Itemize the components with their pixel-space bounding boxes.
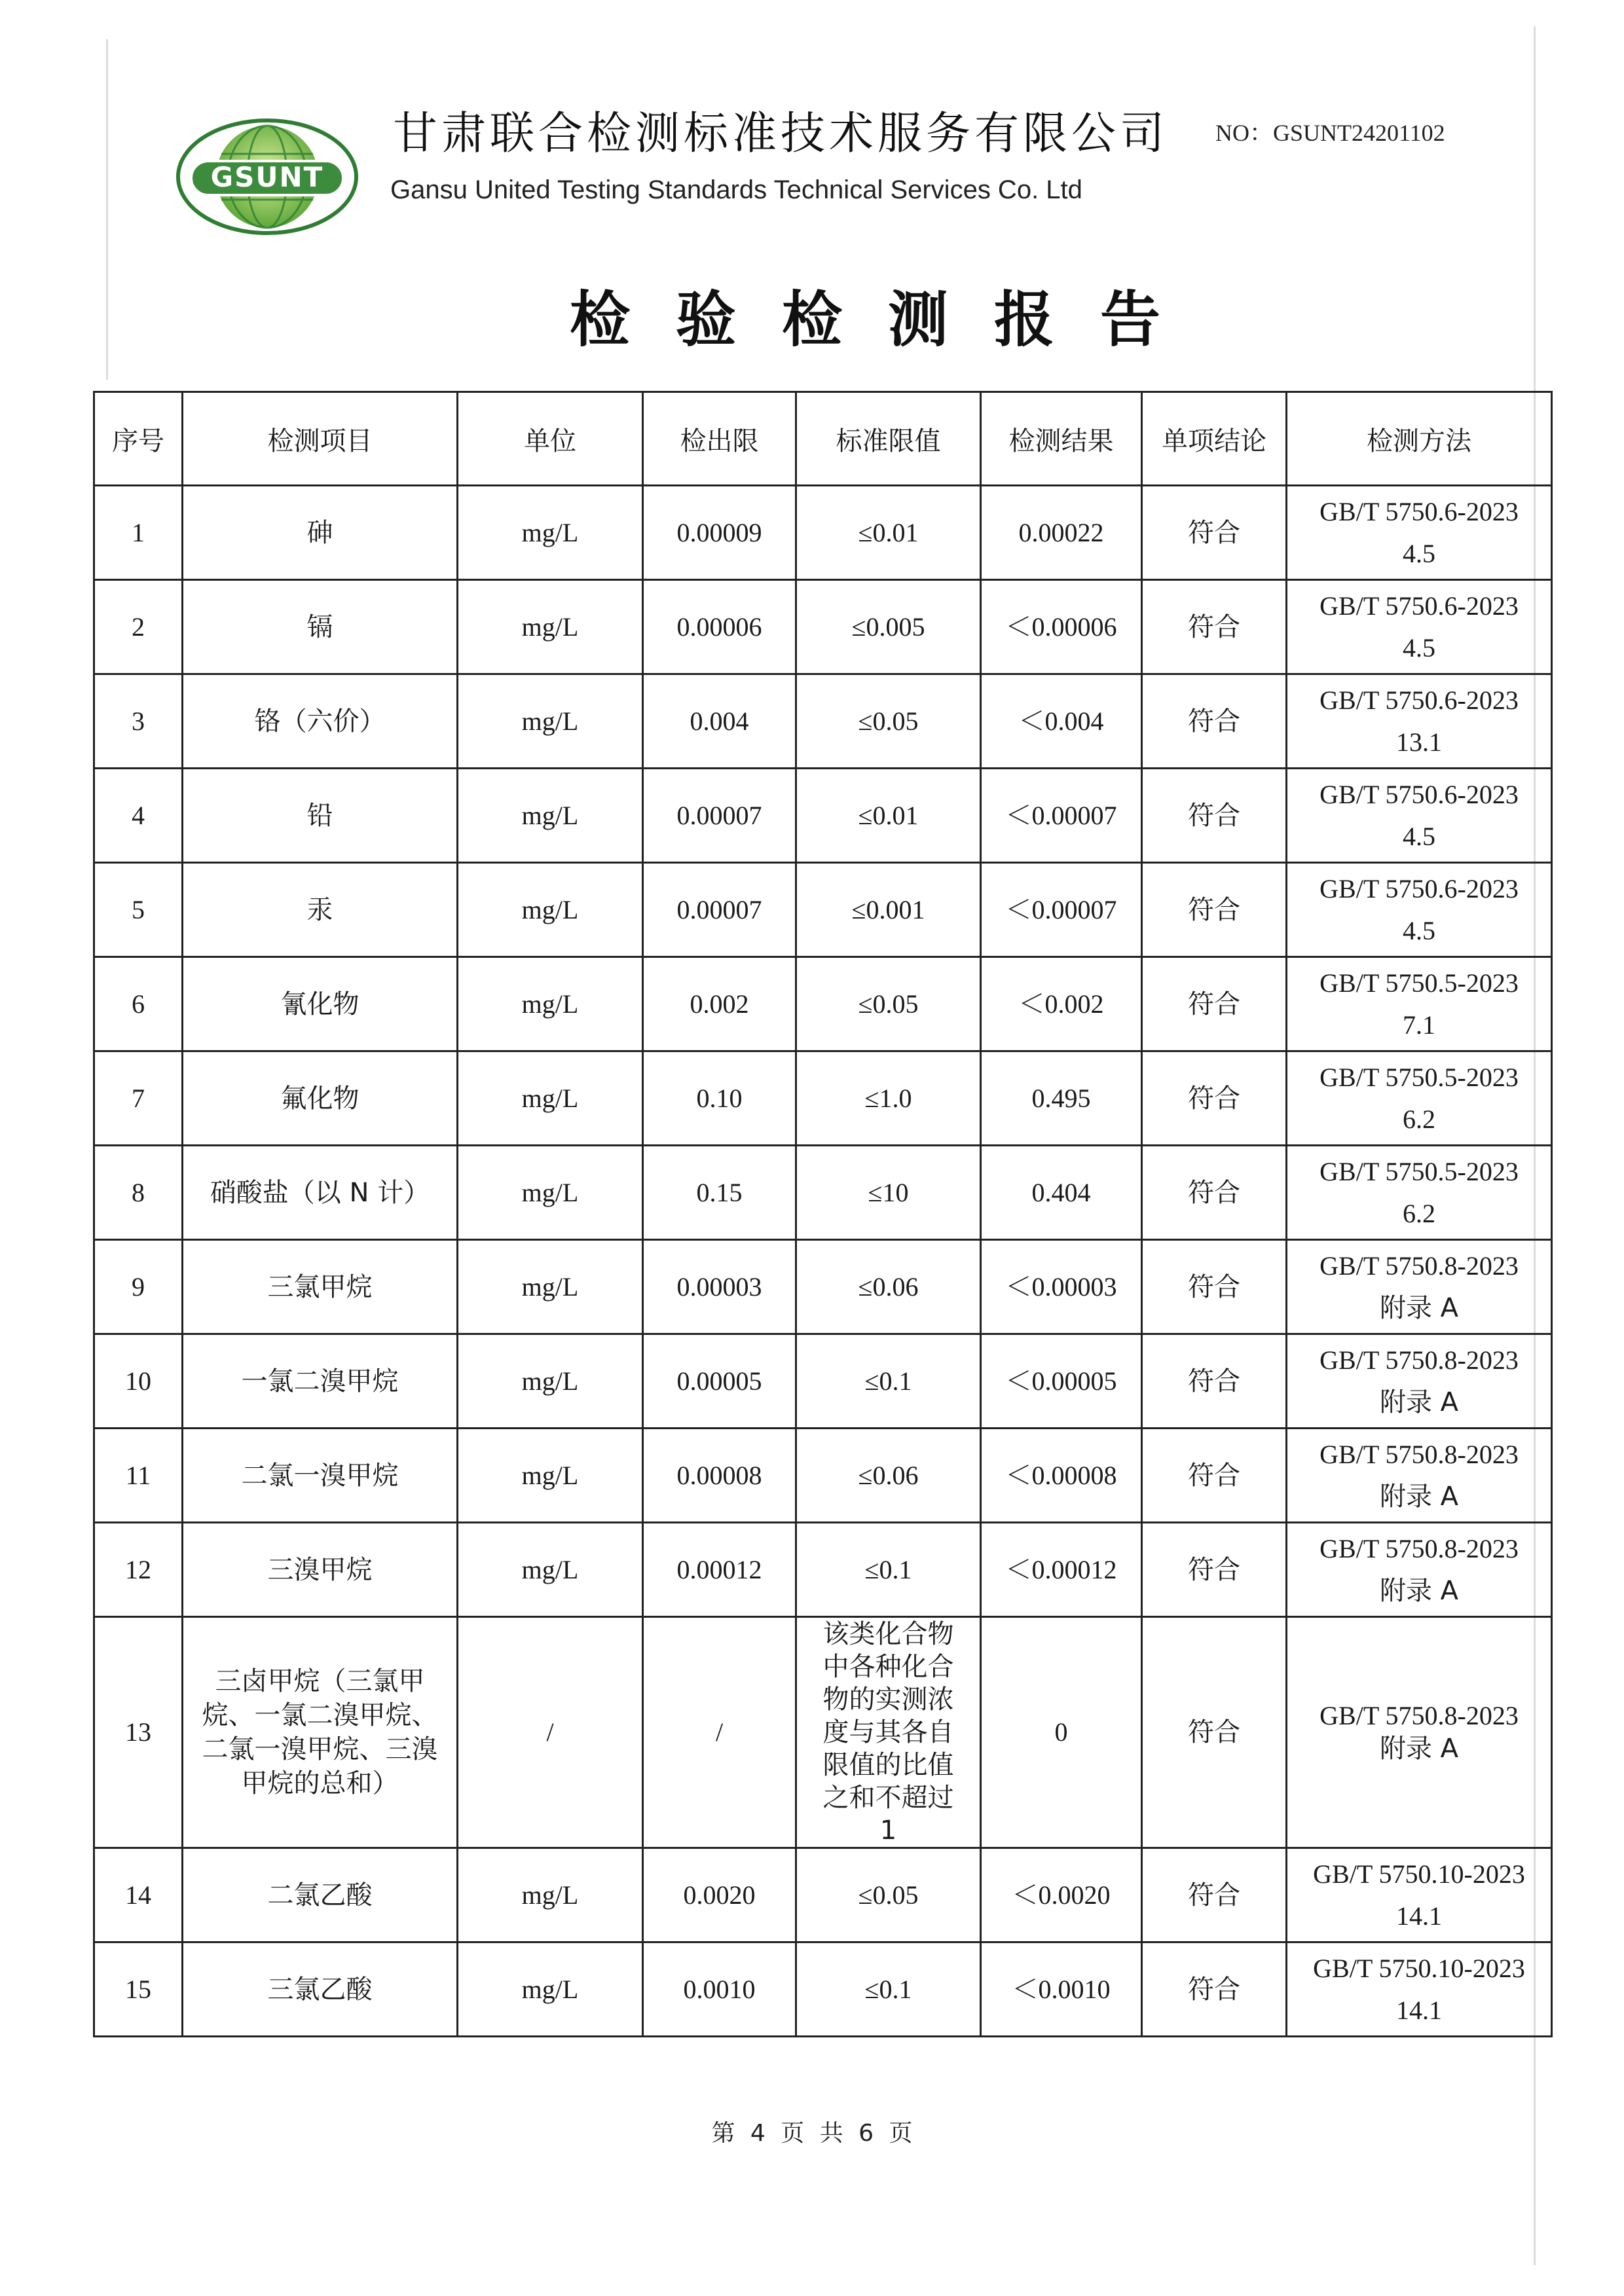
cell-limit: ≤0.1	[796, 1523, 981, 1617]
cell-unit: mg/L	[458, 1429, 643, 1523]
method-standard: GB/T 5750.10-2023	[1313, 1859, 1525, 1889]
cell-lod: 0.0020	[643, 1848, 796, 1942]
col-header-conclusion: 单项结论	[1142, 392, 1287, 486]
table-row	[94, 1617, 1552, 1848]
cell-result: ＜0.0010	[981, 1942, 1142, 2037]
cell-limit	[796, 1617, 981, 1848]
cell-limit: ≤10	[796, 1146, 981, 1240]
table-row	[94, 580, 1552, 674]
cell-result: ＜0.00007	[981, 863, 1142, 957]
cell-no: 4	[94, 769, 183, 863]
cell-lod: 0.002	[643, 957, 796, 1051]
cell-result: 0	[981, 1617, 1142, 1848]
cell-unit: mg/L	[458, 1334, 643, 1429]
cell-limit: ≤0.05	[796, 957, 981, 1051]
method-standard: GB/T 5750.5-2023	[1320, 1156, 1519, 1186]
cell-method	[1287, 580, 1552, 674]
method-standard: GB/T 5750.8-2023	[1320, 1533, 1519, 1563]
cell-result: ＜0.002	[981, 957, 1142, 1051]
cell-result: ＜0.00006	[981, 580, 1142, 674]
cell-method	[1287, 863, 1552, 957]
cell-limit: ≤0.1	[796, 1942, 981, 2037]
cell-method	[1287, 1942, 1552, 2037]
cell-result: ＜0.00007	[981, 769, 1142, 863]
cell-unit: mg/L	[458, 957, 643, 1051]
table-row	[94, 1429, 1552, 1523]
cell-item: 砷	[183, 486, 458, 580]
cell-result: ＜0.00008	[981, 1429, 1142, 1523]
cell-limit: ≤0.06	[796, 1240, 981, 1334]
cell-result: ＜0.00003	[981, 1240, 1142, 1334]
table-row	[94, 1848, 1552, 1942]
cell-limit: ≤0.06	[796, 1429, 981, 1523]
cell-unit: mg/L	[458, 1146, 643, 1240]
scan-edge-left	[106, 39, 108, 380]
cell-method	[1287, 1240, 1552, 1334]
cell-item: 铬（六价）	[183, 674, 458, 769]
cell-unit: /	[458, 1617, 643, 1848]
company-name-en: Gansu United Testing Standards Technical Services Co. Ltd	[390, 175, 1082, 204]
method-clause: 7.1	[1403, 1010, 1435, 1040]
col-header-no: 序号	[94, 392, 183, 486]
cell-lod: 0.0010	[643, 1942, 796, 2037]
cell-result: 0.495	[981, 1051, 1142, 1146]
cell-conclusion: 符合	[1142, 1617, 1287, 1848]
method-standard: GB/T 5750.6-2023	[1320, 591, 1519, 621]
method-standard: GB/T 5750.5-2023	[1320, 1062, 1519, 1092]
cell-no: 5	[94, 863, 183, 957]
cell-unit: mg/L	[458, 769, 643, 863]
cell-unit: mg/L	[458, 486, 643, 580]
company-logo	[175, 118, 359, 236]
cell-lod: 0.00003	[643, 1240, 796, 1334]
col-header-lod: 检出限	[643, 392, 796, 486]
method-clause: 13.1	[1396, 727, 1442, 757]
cell-unit: mg/L	[458, 1051, 643, 1146]
cell-lod: 0.15	[643, 1146, 796, 1240]
table-row	[94, 486, 1552, 580]
cell-conclusion: 符合	[1142, 1523, 1287, 1617]
cell-result: ＜0.00012	[981, 1523, 1142, 1617]
cell-method	[1287, 1617, 1552, 1848]
cell-limit: ≤0.01	[796, 769, 981, 863]
cell-lod: 0.00007	[643, 863, 796, 957]
cell-no: 11	[94, 1429, 183, 1523]
col-header-method: 检测方法	[1287, 392, 1552, 486]
cell-conclusion: 符合	[1142, 1848, 1287, 1942]
cell-unit: mg/L	[458, 863, 643, 957]
method-standard: GB/T 5750.10-2023	[1313, 1953, 1525, 1983]
cell-item: 硝酸盐（以 N 计）	[183, 1146, 458, 1240]
cell-no: 8	[94, 1146, 183, 1240]
cell-item-text: 三卤甲烷（三氯甲烷、一氯二溴甲烷、二氯一溴甲烷、三溴甲烷的总和）	[202, 1666, 438, 1798]
cell-conclusion: 符合	[1142, 863, 1287, 957]
cell-no: 3	[94, 674, 183, 769]
cell-unit: mg/L	[458, 580, 643, 674]
cell-conclusion: 符合	[1142, 1429, 1287, 1523]
cell-method	[1287, 1334, 1552, 1429]
cell-conclusion: 符合	[1142, 1146, 1287, 1240]
cell-unit: mg/L	[458, 674, 643, 769]
method-clause: 4.5	[1403, 632, 1435, 663]
table-row	[94, 957, 1552, 1051]
table-row	[94, 674, 1552, 769]
cell-no: 13	[94, 1617, 183, 1848]
cell-item: 三氯乙酸	[183, 1942, 458, 2037]
table-row	[94, 1051, 1552, 1146]
cell-no: 6	[94, 957, 183, 1051]
cell-lod: 0.00007	[643, 769, 796, 863]
method-clause: 附录 A	[1379, 1387, 1459, 1417]
cell-result: 0.404	[981, 1146, 1142, 1240]
cell-conclusion: 符合	[1142, 1051, 1287, 1146]
cell-limit: ≤1.0	[796, 1051, 981, 1146]
method-clause: 附录 A	[1379, 1292, 1459, 1323]
cell-unit: mg/L	[458, 1240, 643, 1334]
cell-lod: 0.00006	[643, 580, 796, 674]
cell-result: ＜0.00005	[981, 1334, 1142, 1429]
cell-limit: ≤0.005	[796, 580, 981, 674]
cell-item: 铅	[183, 769, 458, 863]
cell-item: 二氯一溴甲烷	[183, 1429, 458, 1523]
cell-method	[1287, 769, 1552, 863]
method-clause: 4.5	[1403, 538, 1435, 568]
cell-no: 2	[94, 580, 183, 674]
cell-item: 二氯乙酸	[183, 1848, 458, 1942]
cell-limit-text: 该类化合物中各种化合物的实测浓度与其各自限值的比值之和不超过1	[822, 1619, 954, 1846]
cell-method	[1287, 486, 1552, 580]
method-standard: GB/T 5750.8-2023	[1320, 1701, 1519, 1730]
cell-lod: 0.004	[643, 674, 796, 769]
cell-method	[1287, 674, 1552, 769]
method-standard: GB/T 5750.8-2023	[1320, 1439, 1519, 1469]
table-row	[94, 1240, 1552, 1334]
cell-conclusion: 符合	[1142, 769, 1287, 863]
cell-method	[1287, 1429, 1552, 1523]
method-standard: GB/T 5750.8-2023	[1320, 1345, 1519, 1375]
table-row	[94, 1942, 1552, 2037]
cell-no: 1	[94, 486, 183, 580]
method-clause: 14.1	[1396, 1901, 1442, 1931]
cell-no: 10	[94, 1334, 183, 1429]
table-row	[94, 769, 1552, 863]
cell-no: 9	[94, 1240, 183, 1334]
cell-conclusion: 符合	[1142, 1942, 1287, 2037]
cell-item: 一氯二溴甲烷	[183, 1334, 458, 1429]
cell-result: 0.00022	[981, 486, 1142, 580]
method-clause: 6.2	[1403, 1104, 1435, 1134]
logo-text: GSUNT	[210, 161, 324, 193]
col-header-item: 检测项目	[183, 392, 458, 486]
cell-unit: mg/L	[458, 1523, 643, 1617]
cell-limit: ≤0.05	[796, 1848, 981, 1942]
cell-no: 12	[94, 1523, 183, 1617]
method-clause: 14.1	[1396, 1995, 1442, 2025]
cell-method	[1287, 1523, 1552, 1617]
method-clause: 附录 A	[1379, 1575, 1459, 1606]
cell-method	[1287, 1051, 1552, 1146]
results-table	[93, 391, 1553, 2037]
cell-item: 汞	[183, 863, 458, 957]
report-number: NO：GSUNT24201102	[1215, 120, 1445, 146]
table-row	[94, 1523, 1552, 1617]
method-clause: 4.5	[1403, 915, 1435, 945]
method-standard: GB/T 5750.8-2023	[1320, 1250, 1519, 1281]
cell-limit: ≤0.05	[796, 674, 981, 769]
method-standard: GB/T 5750.6-2023	[1320, 685, 1519, 715]
cell-no: 15	[94, 1942, 183, 2037]
cell-lod: 0.00009	[643, 486, 796, 580]
method-standard: GB/T 5750.6-2023	[1320, 496, 1519, 526]
cell-no: 14	[94, 1848, 183, 1942]
cell-item: 镉	[183, 580, 458, 674]
cell-no: 7	[94, 1051, 183, 1146]
table-row	[94, 1334, 1552, 1429]
table-row	[94, 863, 1552, 957]
cell-conclusion: 符合	[1142, 580, 1287, 674]
method-clause: 附录 A	[1379, 1734, 1459, 1764]
method-clause: 附录 A	[1379, 1481, 1459, 1512]
col-header-result: 检测结果	[981, 392, 1142, 486]
cell-item	[183, 1617, 458, 1848]
col-header-unit: 单位	[458, 392, 643, 486]
cell-conclusion: 符合	[1142, 674, 1287, 769]
cell-result: ＜0.004	[981, 674, 1142, 769]
table-row	[94, 1146, 1552, 1240]
cell-limit: ≤0.001	[796, 863, 981, 957]
method-standard: GB/T 5750.5-2023	[1320, 968, 1519, 998]
cell-lod: 0.10	[643, 1051, 796, 1146]
method-standard: GB/T 5750.6-2023	[1320, 873, 1519, 903]
report-title: 检验检测报告	[570, 285, 1207, 355]
method-standard: GB/T 5750.6-2023	[1320, 779, 1519, 809]
cell-conclusion: 符合	[1142, 957, 1287, 1051]
cell-limit: ≤0.01	[796, 486, 981, 580]
method-clause: 4.5	[1403, 821, 1435, 851]
method-clause: 6.2	[1403, 1198, 1435, 1228]
table-header-row	[94, 392, 1552, 486]
cell-item: 三溴甲烷	[183, 1523, 458, 1617]
cell-method	[1287, 1146, 1552, 1240]
col-header-limit: 标准限值	[796, 392, 981, 486]
company-name-cn: 甘肃联合检测标准技术服务有限公司	[393, 108, 1169, 160]
page-number: 第 4 页 共 6 页	[711, 2120, 913, 2147]
cell-conclusion: 符合	[1142, 1240, 1287, 1334]
cell-unit: mg/L	[458, 1942, 643, 2037]
cell-conclusion: 符合	[1142, 1334, 1287, 1429]
cell-lod: /	[643, 1617, 796, 1848]
cell-method	[1287, 957, 1552, 1051]
cell-item: 三氯甲烷	[183, 1240, 458, 1334]
cell-lod: 0.00008	[643, 1429, 796, 1523]
cell-lod: 0.00005	[643, 1334, 796, 1429]
cell-conclusion: 符合	[1142, 486, 1287, 580]
cell-item: 氰化物	[183, 957, 458, 1051]
cell-method	[1287, 1848, 1552, 1942]
cell-result: ＜0.0020	[981, 1848, 1142, 1942]
cell-unit: mg/L	[458, 1848, 643, 1942]
cell-limit: ≤0.1	[796, 1334, 981, 1429]
cell-lod: 0.00012	[643, 1523, 796, 1617]
cell-item: 氟化物	[183, 1051, 458, 1146]
